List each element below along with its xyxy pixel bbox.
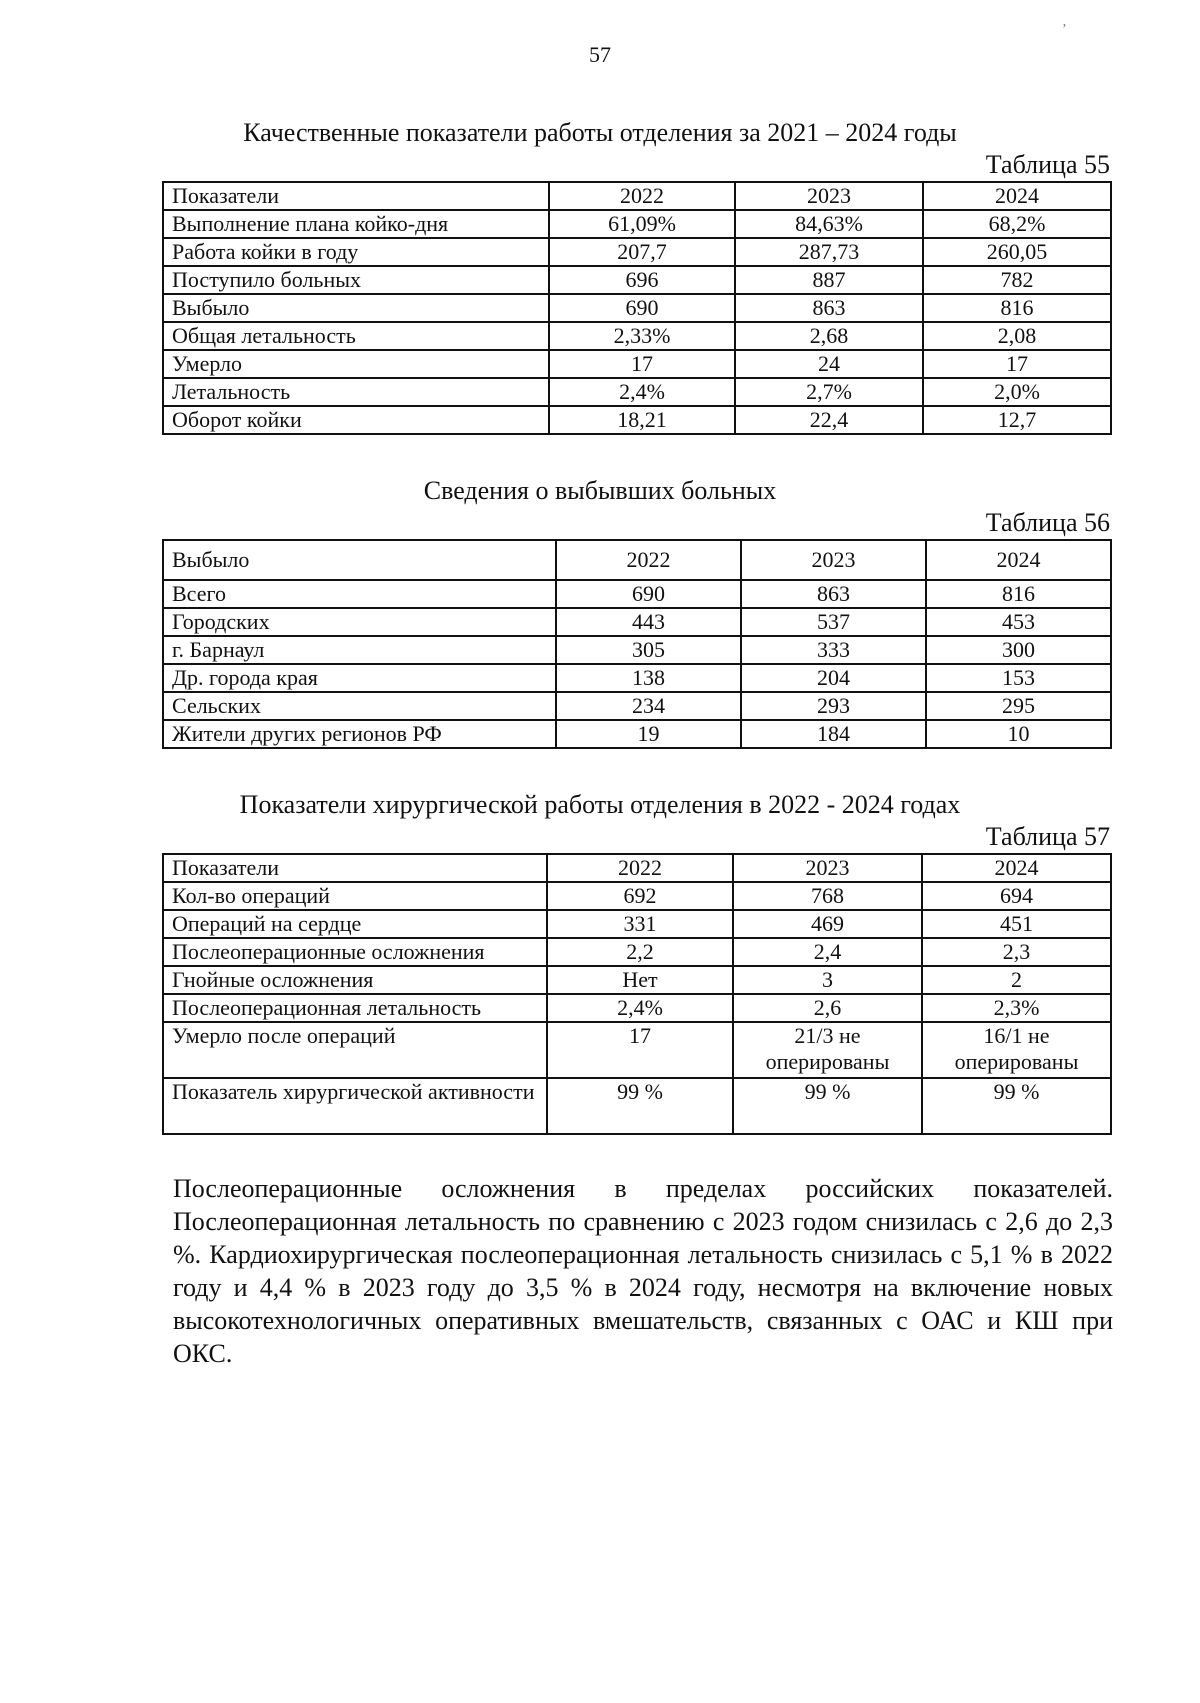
table-row [163, 210, 1111, 238]
cell: 2,4% [547, 994, 733, 1022]
column-header: 2022 [547, 854, 733, 882]
table-row [163, 378, 1111, 406]
cell: 2,2 [547, 938, 733, 966]
cell: 692 [547, 882, 733, 910]
row-label: Работа койки в году [163, 238, 549, 266]
cell: 84,63% [735, 210, 923, 238]
cell: 816 [923, 294, 1111, 322]
cell: 2,4 [733, 938, 922, 966]
table-row [163, 1078, 1111, 1134]
cell: 293 [741, 692, 926, 720]
cell: 887 [735, 266, 923, 294]
cell: 68,2% [923, 210, 1111, 238]
row-label: Умерло после операций [163, 1022, 547, 1078]
cell: 2,68 [735, 322, 923, 350]
cell: 305 [556, 636, 741, 664]
table-row [163, 882, 1111, 910]
table-row [163, 406, 1111, 434]
table-row [163, 294, 1111, 322]
table-row [163, 910, 1111, 938]
row-label: Выбыло [163, 294, 549, 322]
cell: 863 [735, 294, 923, 322]
table-header-row [163, 854, 1111, 882]
column-header: Показатели [163, 854, 547, 882]
row-label: Умерло [163, 350, 549, 378]
cell: 61,09% [549, 210, 735, 238]
table-row [163, 720, 1111, 748]
table55 [162, 181, 1112, 435]
cell: 99 % [733, 1078, 922, 1134]
row-label: Поступило больных [163, 266, 549, 294]
column-header: 2023 [733, 854, 922, 882]
row-label: Летальность [163, 378, 549, 406]
column-header: Выбыло [163, 540, 556, 580]
cell: 2 [922, 966, 1111, 994]
cell: 300 [926, 636, 1111, 664]
row-label: Др. города края [163, 664, 556, 692]
cell: 153 [926, 664, 1111, 692]
table-row [163, 322, 1111, 350]
cell: 453 [926, 608, 1111, 636]
column-header: 2023 [735, 182, 923, 210]
row-label: Кол-во операций [163, 882, 547, 910]
cell: 21/3 не оперированы [733, 1022, 922, 1078]
cell: 17 [547, 1022, 733, 1078]
cell: 12,7 [923, 406, 1111, 434]
cell: 696 [549, 266, 735, 294]
table-row [163, 1022, 1111, 1078]
cell: 2,33% [549, 322, 735, 350]
column-header: 2024 [923, 182, 1111, 210]
row-label: Послеоперационные осложнения [163, 938, 547, 966]
cell: 451 [922, 910, 1111, 938]
table-row [163, 350, 1111, 378]
table-row [163, 994, 1111, 1022]
table-row [163, 266, 1111, 294]
cell: 260,05 [923, 238, 1111, 266]
cell: 690 [549, 294, 735, 322]
table-header-row [163, 540, 1111, 580]
cell: 17 [549, 350, 735, 378]
column-header: 2023 [741, 540, 926, 580]
cell: 2,0% [923, 378, 1111, 406]
scan-mark: ʼ [1062, 22, 1067, 37]
body-paragraph: Послеоперационные осложнения в пределах российских показателей. Послеоперационная летальность по сравнению с 2023 годом снизилась с 2,6 до 2,3 %. Кардиохирургическая послеоперационная летальность снизилась с 5,1 % в 2022 году и 4,4 % в 2023 году до 3,5 % в 2024 году, несмотря на включение новых высокотехнологичных оперативных вмешательств, связанных с ОАС и КШ при ОКС. [173, 1174, 1113, 1368]
cell: 690 [556, 580, 741, 608]
table-row [163, 580, 1111, 608]
table56-label: Таблица 56 [985, 508, 1110, 537]
table-row [163, 966, 1111, 994]
table55-heading: Качественные показатели работы отделения за 2021 – 2024 годы [243, 118, 957, 147]
cell: 138 [556, 664, 741, 692]
cell: 99 % [547, 1078, 733, 1134]
cell: 863 [741, 580, 926, 608]
cell: 184 [741, 720, 926, 748]
cell: 2,08 [923, 322, 1111, 350]
cell: 234 [556, 692, 741, 720]
cell: 17 [923, 350, 1111, 378]
table55-label: Таблица 55 [985, 150, 1110, 179]
row-label: Операций на сердце [163, 910, 547, 938]
column-header: 2024 [922, 854, 1111, 882]
table-row [163, 692, 1111, 720]
table-header-row [163, 182, 1111, 210]
cell: 207,7 [549, 238, 735, 266]
cell: 22,4 [735, 406, 923, 434]
cell: 18,21 [549, 406, 735, 434]
column-header: 2022 [549, 182, 735, 210]
row-label: г. Барнаул [163, 636, 556, 664]
table57-label: Таблица 57 [985, 822, 1110, 851]
cell: 10 [926, 720, 1111, 748]
cell: 287,73 [735, 238, 923, 266]
page-number: 57 [589, 42, 611, 67]
table-row [163, 938, 1111, 966]
cell: 2,3% [922, 994, 1111, 1022]
cell: 816 [926, 580, 1111, 608]
cell: 469 [733, 910, 922, 938]
cell: 99 % [922, 1078, 1111, 1134]
cell: 333 [741, 636, 926, 664]
row-label: Общая летальность [163, 322, 549, 350]
table-row [163, 636, 1111, 664]
cell: 204 [741, 664, 926, 692]
table-row [163, 664, 1111, 692]
row-label: Жители других регионов РФ [163, 720, 556, 748]
cell: Нет [547, 966, 733, 994]
cell: 19 [556, 720, 741, 748]
row-label: Городских [163, 608, 556, 636]
row-label: Гнойные осложнения [163, 966, 547, 994]
cell: 694 [922, 882, 1111, 910]
table57-heading: Показатели хирургической работы отделения в 2022 - 2024 годах [239, 790, 961, 819]
row-label: Сельских [163, 692, 556, 720]
column-header: Показатели [163, 182, 549, 210]
table-row [163, 608, 1111, 636]
cell: 782 [923, 266, 1111, 294]
cell: 2,7% [735, 378, 923, 406]
column-header: 2022 [556, 540, 741, 580]
row-label: Оборот койки [163, 406, 549, 434]
table56 [162, 539, 1112, 749]
table-row [163, 238, 1111, 266]
row-label: Показатель хирургической активности [163, 1078, 547, 1134]
cell: 3 [733, 966, 922, 994]
cell: 295 [926, 692, 1111, 720]
row-label: Выполнение плана койко-дня [163, 210, 549, 238]
cell: 24 [735, 350, 923, 378]
cell: 2,6 [733, 994, 922, 1022]
cell: 768 [733, 882, 922, 910]
row-label: Послеоперационная летальность [163, 994, 547, 1022]
row-label: Всего [163, 580, 556, 608]
table57 [162, 853, 1112, 1135]
cell: 2,4% [549, 378, 735, 406]
cell: 16/1 не оперированы [922, 1022, 1111, 1078]
cell: 443 [556, 608, 741, 636]
cell: 537 [741, 608, 926, 636]
column-header: 2024 [926, 540, 1111, 580]
cell: 331 [547, 910, 733, 938]
cell: 2,3 [922, 938, 1111, 966]
table56-heading: Сведения о выбывших больных [423, 476, 777, 505]
